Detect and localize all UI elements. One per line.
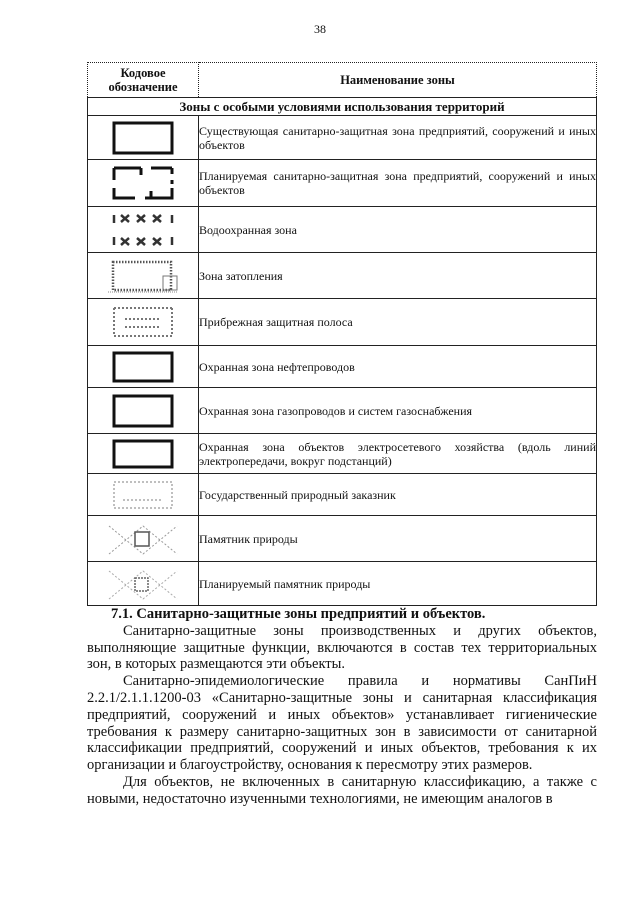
table-row (88, 516, 597, 562)
zone-name: Охранная зона газопроводов и систем газоснабжения (199, 388, 597, 434)
table-row (88, 253, 597, 299)
symbol-cell (88, 474, 199, 516)
solid-rect-icon (111, 393, 175, 429)
section-row (88, 98, 597, 116)
table-row (88, 346, 597, 388)
table-row (88, 207, 597, 253)
zone-name: Государственный природный заказник (199, 474, 597, 516)
table-row (88, 160, 597, 207)
nature-reserve-icon (111, 478, 175, 512)
paragraph: Для объектов, не включенных в санитарную классификацию, а также с новыми, недостаточно изученными технологиями, не имеющим аналогов в (87, 773, 597, 807)
symbol-cell (88, 207, 199, 253)
symbol-cell (88, 116, 199, 160)
table-row (88, 116, 597, 160)
zone-name: Водоохранная зона (199, 207, 597, 253)
symbol-cell (88, 253, 199, 299)
paragraph: Санитарно-защитные зоны производственных и других объектов, выполняющие защитные функции, включаются в состав тех территориальных зон, в которых размещаются эти объекты. (87, 622, 597, 673)
section-heading: 7.1. Санитарно-защитные зоны предприятий и объектов. (111, 606, 486, 622)
header-code: Кодовое обозначение (88, 63, 199, 98)
symbol-cell (88, 160, 199, 207)
zone-name: Существующая санитарно-защитная зона предприятий, сооружений и иных объектов (199, 116, 597, 160)
symbol-cell (88, 562, 199, 606)
coastal-strip-icon (111, 303, 175, 341)
symbol-cell (88, 388, 199, 434)
section-body (87, 606, 597, 808)
planned-nature-monument-icon (105, 565, 181, 603)
symbol-cell (88, 299, 199, 346)
zone-name: Планируемая санитарно-защитная зона предприятий, сооружений и иных объектов (199, 160, 597, 207)
page-number: 38 (314, 22, 326, 36)
symbol-cell (88, 434, 199, 474)
header-name: Наименование зоны (199, 63, 597, 98)
zone-name: Памятник природы (199, 516, 597, 562)
zone-name: Зона затопления (199, 253, 597, 299)
water-protection-hatch-icon (111, 212, 175, 248)
flood-zone-icon (105, 258, 181, 294)
table-header-row (88, 63, 597, 98)
table-row (88, 562, 597, 606)
zone-name: Прибрежная защитная полоса (199, 299, 597, 346)
zone-name: Охранная зона объектов электросетевого хозяйства (вдоль линий электропередачи, вокруг подстанций) (199, 434, 597, 474)
solid-rect-icon (111, 350, 175, 384)
solid-rect-icon (111, 120, 175, 156)
table-row (88, 388, 597, 434)
paragraph: Санитарно-эпидемиологические правила и нормативы СанПиН 2.2.1/2.1.1.1200-03 «Санитарно-защитные зоны и санитарная классификация предприятий, сооружений и иных объектов» устанавливает гигиенические требования к размеру санитарно-защитных зон в зависимости от санитарной классификации предприятий, сооружений и иных объектов, требования к их организации и благоустройству, основания к пересмотру этих размеров. (87, 673, 597, 774)
symbol-cell (88, 516, 199, 562)
zone-name: Охранная зона нефтепроводов (199, 346, 597, 388)
solid-rect-icon (111, 438, 175, 470)
symbol-cell (88, 346, 199, 388)
nature-monument-icon (105, 520, 181, 558)
dashed-corner-rect-icon (111, 164, 175, 202)
section-title: Зоны с особыми условиями использования территорий (88, 98, 597, 116)
zone-name: Планируемый памятник природы (199, 562, 597, 606)
zones-legend-table (87, 62, 597, 606)
table-row (88, 299, 597, 346)
table-row (88, 474, 597, 516)
table-row (88, 434, 597, 474)
